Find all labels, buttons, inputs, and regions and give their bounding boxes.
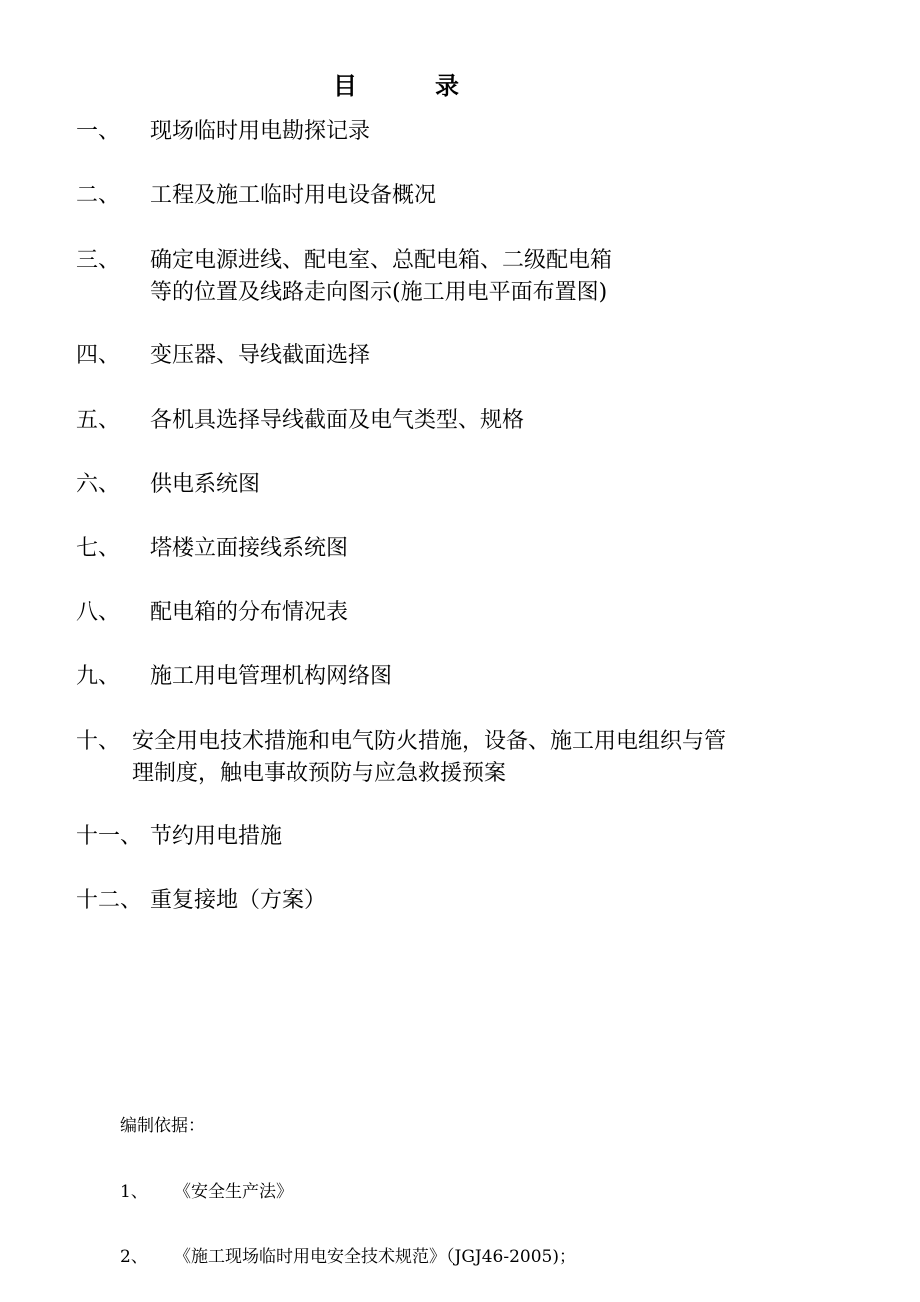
toc-item-text [150, 661, 392, 693]
toc-item-text [150, 405, 524, 437]
toc-item-text [150, 116, 370, 148]
toc-item-text [150, 597, 348, 629]
toc-item-line: 现场临时用电勘探记录 [150, 119, 371, 144]
title-char-1: 目 [333, 72, 357, 100]
toc-item-line: 塔楼立面接线系统图 [150, 536, 349, 561]
toc-item-number: 四、 [76, 343, 121, 368]
basis-item-number: 1、 [120, 1182, 148, 1202]
toc-item-line: 重复接地（方案） [150, 888, 327, 913]
toc-item-line: 工程及施工临时用电设备概况 [150, 183, 437, 208]
toc-item-line: 节约用电措施 [150, 824, 283, 849]
toc-item-number: 七、 [76, 536, 121, 561]
toc-item-number: 十一、 [76, 824, 143, 849]
basis-item-text: 《安全生产法》 [174, 1182, 293, 1202]
toc-item-line: 安全用电技术措施和电气防火措施，设备、施工用电组织与管 [132, 729, 727, 754]
title-char-2: 录 [435, 72, 459, 100]
toc-item-number: 九、 [76, 664, 121, 689]
toc-item-number: 八、 [76, 600, 121, 625]
toc-item-number: 十二、 [76, 888, 143, 913]
toc-item-number: 五、 [76, 408, 121, 433]
toc-item-line: 各机具选择导线截面及电气类型、规格 [150, 408, 525, 433]
toc-item-line: 变压器、导线截面选择 [150, 343, 371, 368]
basis-item-text: 《施工现场临时用电安全技术规范》（JGJ46-2005)； [174, 1247, 576, 1267]
toc-item-text [150, 469, 260, 501]
toc-item-text [150, 180, 436, 212]
toc-item-line: 施工用电管理机构网络图 [150, 664, 393, 689]
toc-item-number: 一、 [76, 119, 121, 144]
toc-item-text [150, 885, 326, 917]
toc-item-text [150, 340, 370, 372]
toc-item-text [150, 533, 348, 565]
toc-item-number: 六、 [76, 472, 121, 497]
page-title [0, 66, 920, 100]
toc-item-number: 三、 [76, 248, 121, 273]
toc-item-line: 理制度，触电事故预防与应急救援预案 [132, 761, 507, 786]
toc-item-line: 供电系统图 [150, 472, 261, 497]
toc-item-line: 等的位置及线路走向图示(施工用电平面布置图) [150, 280, 608, 305]
toc-item-number: 二、 [76, 183, 121, 208]
basis-item-number: 2、 [120, 1247, 148, 1267]
toc-item-text [150, 821, 282, 853]
toc-item-number: 十、 [76, 729, 121, 754]
toc-item-text [132, 726, 726, 790]
toc-item-text [150, 245, 612, 309]
toc-item-line: 配电箱的分布情况表 [150, 600, 349, 625]
basis-heading: 编制依据： [120, 1116, 205, 1136]
toc-item-line: 确定电源进线、配电室、总配电箱、二级配电箱 [150, 248, 613, 273]
